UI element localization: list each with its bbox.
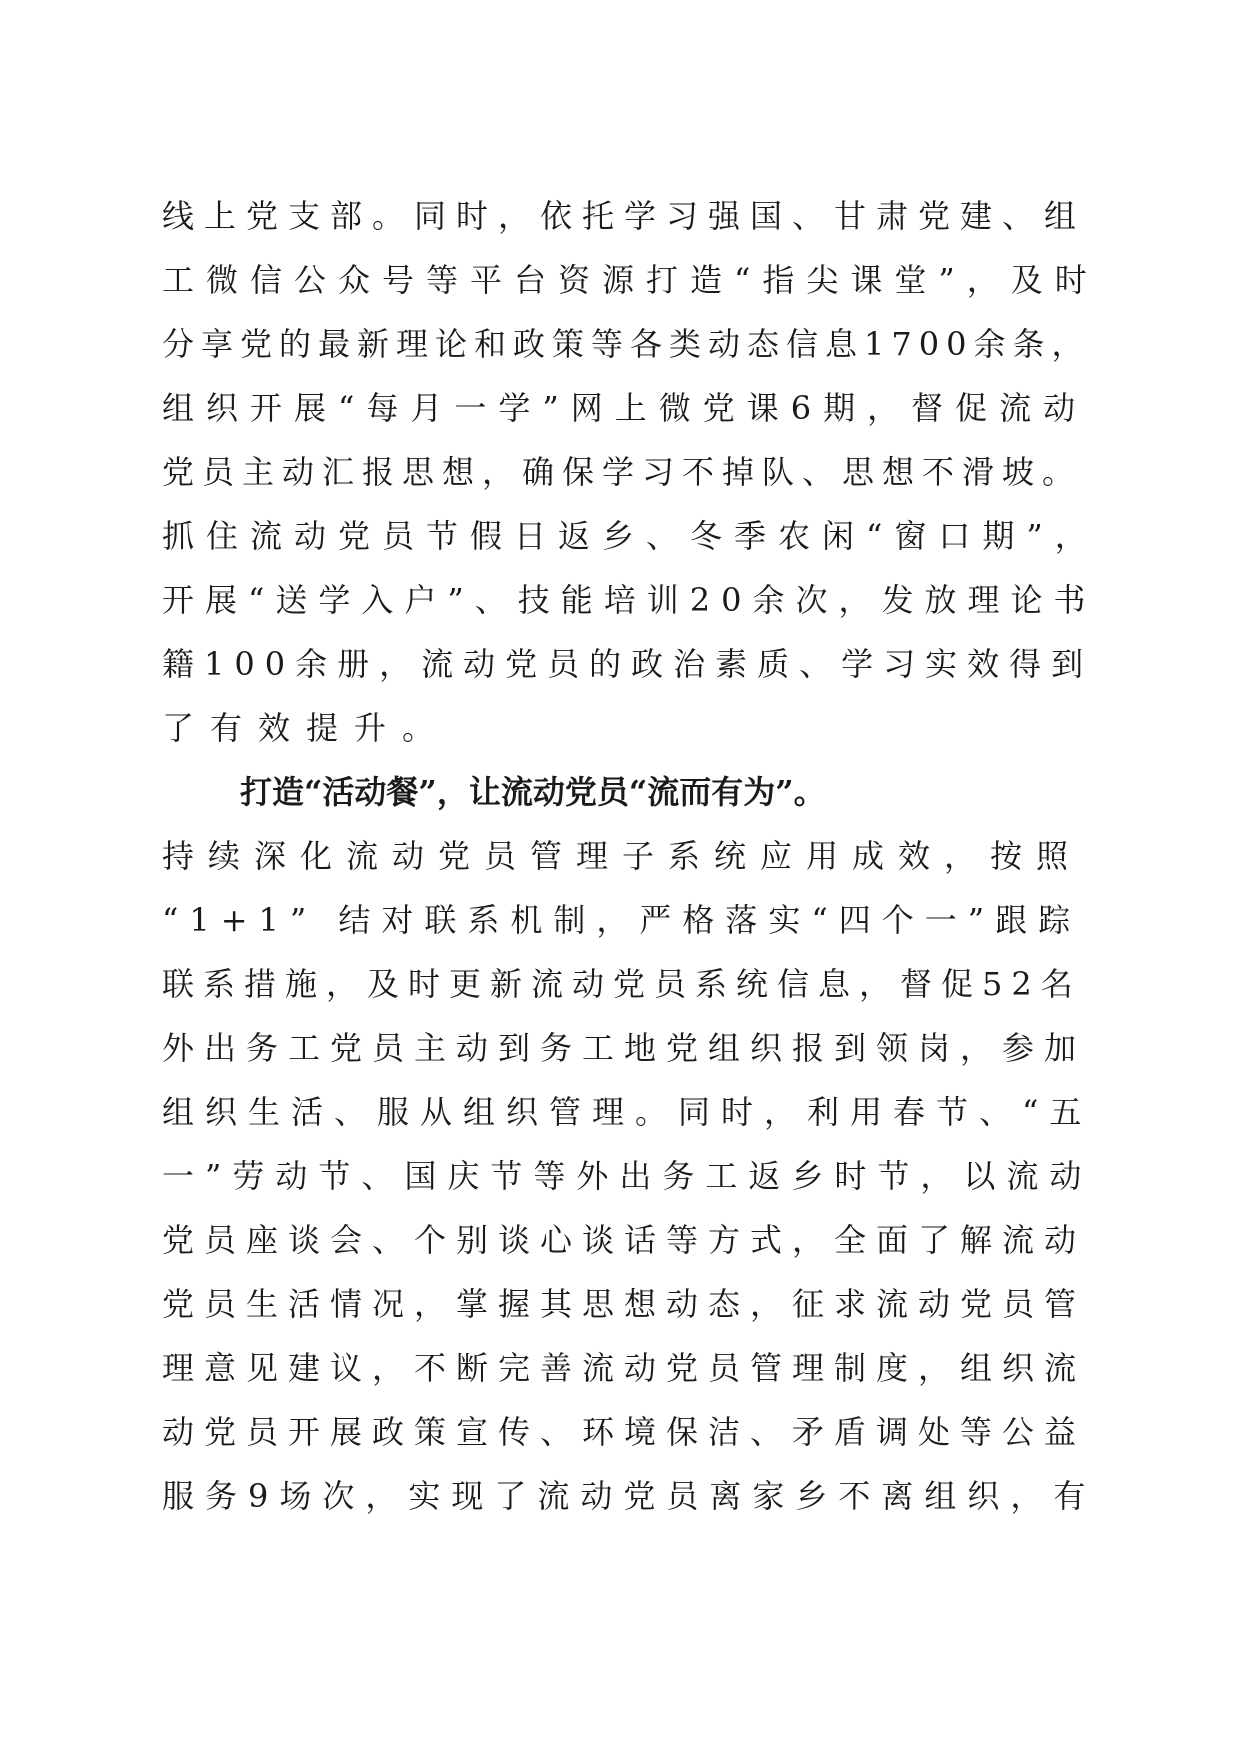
body-line: 了有效提升。 bbox=[162, 709, 451, 747]
body-line: 持续深化流动党员管理子系统应用成效，按照 bbox=[162, 837, 1083, 875]
body-line: 线上党支部。同时，依托学习强国、甘肃党建、组 bbox=[162, 197, 1087, 235]
body-line: 组织生活、服从组织管理。同时，利用春节、“五 bbox=[162, 1093, 1093, 1131]
body-line: 联系措施，及时更新流动党员系统信息，督促52名 bbox=[162, 965, 1082, 1003]
body-line: 组织开展“每月一学”网上微党课6期，督促流动 bbox=[162, 389, 1088, 427]
body-line: 分享党的最新理论和政策等各类动态信息1700余条， bbox=[162, 325, 1091, 363]
body-line: 外出务工党员主动到务工地党组织报到领岗，参加 bbox=[162, 1029, 1087, 1067]
body-line: 理意见建议，不断完善流动党员管理制度，组织流 bbox=[162, 1349, 1087, 1387]
body-line: 党员主动汇报思想，确保学习不掉队、思想不滑坡。 bbox=[162, 453, 1083, 491]
body-line: 开展“送学入户”、技能培训20余次，发放理论书 bbox=[162, 581, 1097, 619]
body-line: 党员座谈会、个别谈心谈话等方式，全面了解流动 bbox=[162, 1221, 1087, 1259]
body-line: 工微信公众号等平台资源打造“指尖课堂”，及时 bbox=[162, 261, 1099, 299]
body-line: 动党员开展政策宣传、环境保洁、矛盾调处等公益 bbox=[162, 1413, 1087, 1451]
body-line: 一”劳动节、国庆节等外出务工返乡时节，以流动 bbox=[162, 1157, 1093, 1195]
body-line: 抓住流动党员节假日返乡、冬季农闲“窗口期”， bbox=[162, 517, 1099, 555]
section-heading: 打造“活动餐”，让流动党员“流而有为”。 bbox=[240, 773, 826, 811]
body-line: 党员生活情况，掌握其思想动态，征求流动党员管 bbox=[162, 1285, 1087, 1323]
body-line: 服务9场次，实现了流动党员离家乡不离组织，有 bbox=[162, 1477, 1097, 1515]
body-line: 籍100余册，流动党员的政治素质、学习实效得到 bbox=[162, 645, 1094, 683]
body-line: “1+1” 结对联系机制，严格落实“四个一”跟踪 bbox=[162, 901, 1082, 939]
